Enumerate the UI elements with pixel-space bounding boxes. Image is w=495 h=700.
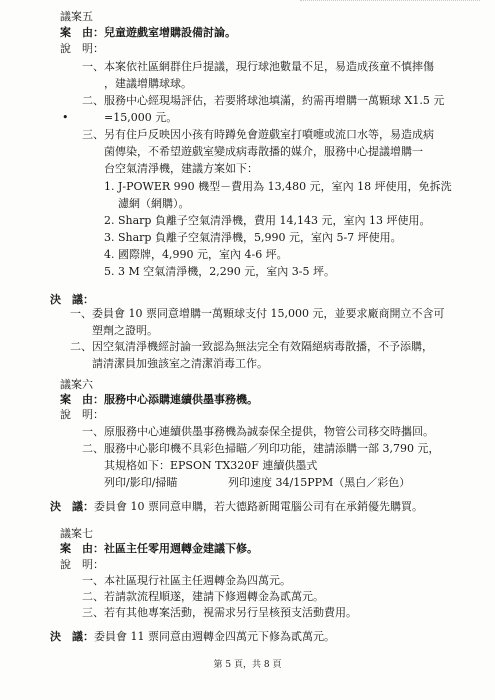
resolution-label: 決 議： [50, 630, 94, 643]
section6-resolution-line [50, 500, 423, 515]
resolution-label: 決 議： [50, 500, 94, 513]
section6-spec-functions: 列印/影印/掃瞄 [104, 476, 178, 489]
section6-item1: 一、原服務中心連續供墨事務機為誠泰保全提供，物管公司移交時攜回。 [82, 425, 434, 438]
section7-item3: 三、若有其他專案活動，視需求另行呈核預支活動費用。 [82, 606, 357, 619]
section5-resolution1-line1: 一、委員會 10 票同意增購一萬顆球支付 15,000 元，並要求廠商開立不含可 [70, 307, 445, 320]
resolution-text: 委員會 10 票同意申購，若大德路新聞電腦公司有在承銷優先購買。 [94, 500, 423, 513]
section5-explain-label: 說 明： [60, 42, 104, 55]
section5-item3-line1: 三、另有住戶反映因小孩有時蹲免會遊戲室打噴嚏或流口水等，易造成病 [82, 128, 434, 141]
option-2: 2. Sharp 負離子空氣清淨機，費用 14,143 元，室內 13 坪使用。 [104, 214, 431, 227]
option-4: 4. 國際牌，4,990 元，室內 4-6 坪。 [104, 248, 288, 261]
section6-explain-label: 說 明： [60, 408, 104, 421]
case-title: 服務中心添購連續供墨事務機。 [104, 393, 258, 406]
section6-number: 議案六 [60, 378, 93, 391]
option-1-line1: 1. J-POWER 990 機型－費用為 13,480 元，室內 18 坪使用，免拆洗 [104, 180, 452, 193]
section5-item2-line2: =15,000 元。 [104, 111, 178, 124]
section7-item2: 二、若請款流程順遂，建請下修週轉金為貳萬元。 [82, 590, 324, 603]
case-label: 案 由： [60, 26, 104, 39]
section5-item1-line2: ，建議增購球球。 [104, 77, 192, 90]
section5-resolution1-line2: 塑劑之證明。 [92, 324, 158, 337]
top-dotted-rule [300, 0, 480, 4]
section7-case-line [60, 542, 258, 557]
section7-resolution-line [50, 630, 335, 645]
case-label: 案 由： [60, 393, 104, 406]
case-label: 案 由： [60, 542, 104, 555]
stray-bullet: • [62, 111, 69, 124]
section5-number: 議案五 [60, 10, 93, 23]
section5-resolution2-line2: 請清潔員加強該室之清潔消毒工作。 [92, 357, 268, 370]
case-title: 社區主任零用週轉金建議下修。 [104, 542, 258, 555]
section7-explain-label: 說 明： [60, 558, 104, 571]
resolution-text: 委員會 11 票同意由週轉金四萬元下修為貳萬元。 [94, 630, 335, 643]
section7-item1: 一、本社區現行社區主任週轉金為四萬元。 [82, 574, 291, 587]
section5-item3-line3: 台空氣清淨機，建議方案如下： [104, 162, 258, 175]
section6-item2-line2: 其規格如下：EPSON TX320F 連續供墨式 [104, 459, 318, 472]
section6-case-line [60, 393, 258, 408]
section6-spec-speed: 列印速度 34/15PPM（黑白／彩色） [228, 476, 411, 489]
option-5: 5. 3 M 空氣清淨機，2,290 元，室內 3-5 坪。 [104, 265, 335, 278]
section6-item2-line1: 二、服務中心影印機不具彩色掃瞄／列印功能，建請添購一部 3,790 元， [82, 442, 440, 455]
section5-item1-line1: 一、本案依社區網群住戶提議，現行球池數量不足，易造成孩童不慎摔傷 [82, 60, 434, 73]
option-1-line2: 濾網（網購）。 [118, 197, 190, 210]
section7-number: 議案七 [60, 527, 93, 540]
case-title: 兒童遊戲室增購設備討論。 [104, 26, 236, 39]
section5-resolution2-line1: 二、因空氣清淨機經討論一致認為無法完全有效隔絕病毒散播，不予添購， [70, 340, 433, 353]
section5-item3-line2: 菌傳染，不希望遊戲室變成病毒散播的媒介，服務中心提議增購一 [104, 145, 423, 158]
section5-case-line [60, 26, 236, 41]
page-number: 第 5 頁，共 8 頁 [213, 660, 282, 670]
option-3: 3. Sharp 負離子空氣清淨機，5,990 元，室內 5-7 坪使用。 [104, 231, 402, 244]
section5-resolution-label: 決 議： [50, 293, 94, 306]
section5-item2-line1: 二、服務中心經現場評估，若要將球池填滿，約需再增購一萬顆球 X1.5 元 [82, 94, 445, 107]
